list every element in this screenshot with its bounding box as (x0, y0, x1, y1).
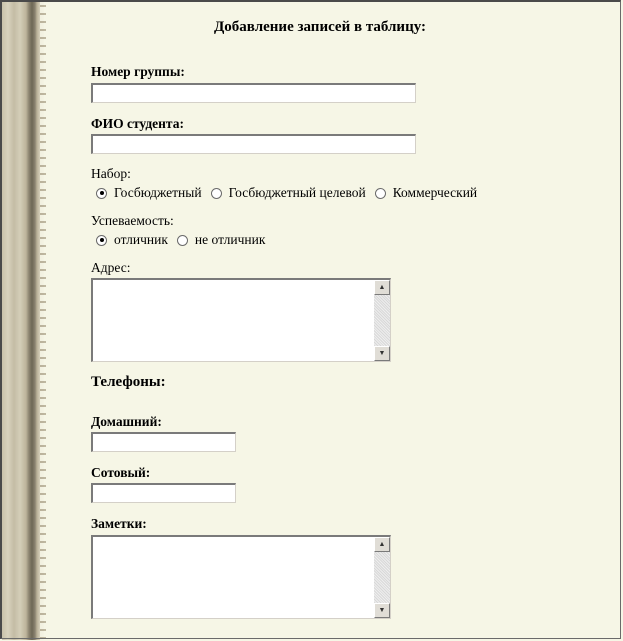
performance-option-excellent: отличник (114, 232, 168, 247)
performance-radio-group (96, 232, 274, 248)
performance-label: Успеваемость: (91, 213, 174, 228)
student-label: ФИО студента: (91, 116, 184, 131)
performance-option-not-excellent: не отличник (194, 232, 266, 247)
notes-scrollbar[interactable] (374, 537, 390, 618)
scroll-down-arrow-icon[interactable]: ▼ (374, 603, 390, 618)
page-title: Добавление записей в таблицу: (213, 19, 427, 35)
enrollment-option-budget-target: Госбюджетный целевой (228, 185, 366, 200)
enrollment-radio-budget-target[interactable] (211, 188, 222, 199)
group-label: Номер группы: (91, 64, 185, 79)
notes-textarea[interactable] (91, 535, 391, 619)
scroll-down-arrow-icon[interactable]: ▼ (374, 346, 390, 361)
scroll-up-arrow-icon[interactable]: ▲ (374, 280, 390, 295)
enrollment-radio-budget[interactable] (96, 188, 107, 199)
mobile-phone-label: Сотовый: (91, 465, 151, 480)
enrollment-label: Набор: (91, 166, 131, 181)
home-phone-input[interactable] (91, 432, 236, 452)
performance-radio-not-excellent[interactable] (177, 235, 188, 246)
scroll-up-arrow-icon[interactable]: ▲ (374, 537, 390, 552)
group-input[interactable] (91, 83, 416, 103)
performance-radio-excellent[interactable] (96, 235, 107, 246)
address-label: Адрес: (91, 260, 131, 275)
student-input[interactable] (91, 134, 416, 154)
enrollment-option-budget: Госбюджетный (114, 185, 202, 200)
mobile-phone-input[interactable] (91, 483, 236, 503)
phones-heading: Телефоны: (91, 374, 166, 390)
enrollment-option-commercial: Коммерческий (392, 185, 478, 200)
address-scrollbar[interactable] (374, 280, 390, 361)
notes-label: Заметки: (91, 516, 147, 531)
address-textarea[interactable] (91, 278, 391, 362)
enrollment-radio-commercial[interactable] (375, 188, 386, 199)
enrollment-radio-group (96, 185, 486, 201)
decorative-sidebar (2, 2, 44, 640)
home-phone-label: Домашний: (91, 414, 162, 429)
